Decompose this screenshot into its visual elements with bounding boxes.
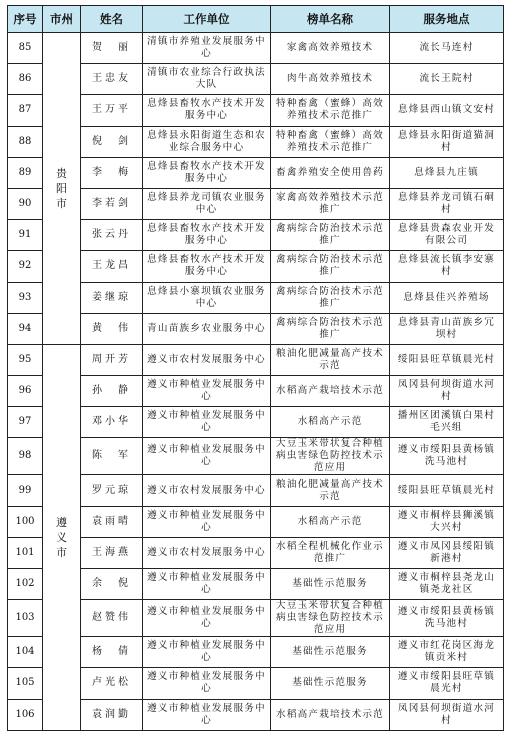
- header-list: 榜单名称: [271, 6, 390, 33]
- person-name: 王忠友: [81, 64, 143, 95]
- service-place: 息烽县养龙司镇石硐村: [390, 188, 504, 219]
- person-name: 姜继琼: [81, 282, 143, 313]
- row-number: 104: [8, 637, 43, 668]
- row-number: 94: [8, 313, 43, 344]
- work-unit: 清镇市农业综合行政执法大队: [143, 64, 271, 95]
- row-number: 89: [8, 157, 43, 188]
- work-unit: 遵义市种植业发展服务中心: [143, 699, 271, 730]
- row-number: 98: [8, 438, 43, 475]
- table-row: [8, 313, 504, 344]
- list-title: 禽病综合防治技术示范推广: [271, 251, 390, 282]
- work-unit: 息烽县畜牧水产技术开发服务中心: [143, 251, 271, 282]
- list-title: 粮油化肥减量高产技术示范: [271, 475, 390, 506]
- row-number: 96: [8, 376, 43, 407]
- work-unit: 遵义市种植业发展服务中心: [143, 376, 271, 407]
- person-name: 赵赞伟: [81, 600, 143, 637]
- service-place: 息烽县青山苗族乡冗坝村: [390, 313, 504, 344]
- row-number: 86: [8, 64, 43, 95]
- row-number: 102: [8, 569, 43, 600]
- table-row: [8, 600, 504, 637]
- work-unit: 遵义市种植业发展服务中心: [143, 600, 271, 637]
- list-title: 基础性示范服务: [271, 569, 390, 600]
- person-name: 倪 剑: [81, 126, 143, 157]
- work-unit: 息烽县畜牧水产技术开发服务中心: [143, 220, 271, 251]
- list-title: 禽病综合防治技术示范推广: [271, 220, 390, 251]
- row-number: 105: [8, 668, 43, 699]
- row-number: 85: [8, 33, 43, 64]
- list-title: 畜禽养殖安全使用兽药: [271, 157, 390, 188]
- service-place: 息烽县佳兴养殖场: [390, 282, 504, 313]
- work-unit: 遵义市种植业发展服务中心: [143, 637, 271, 668]
- person-name: 黄 伟: [81, 313, 143, 344]
- person-name: 余 倪: [81, 569, 143, 600]
- person-name: 贺 丽: [81, 33, 143, 64]
- list-title: 禽病综合防治技术示范推广: [271, 282, 390, 313]
- service-place: 流长马连村: [390, 33, 504, 64]
- work-unit: 遵义市农村发展服务中心: [143, 537, 271, 568]
- work-unit: 清镇市养殖业发展服务中心: [143, 33, 271, 64]
- table-row: [8, 95, 504, 126]
- header-unit: 工作单位: [143, 6, 271, 33]
- work-unit: 遵义市种植业发展服务中心: [143, 506, 271, 537]
- row-number: 88: [8, 126, 43, 157]
- table-row: [8, 282, 504, 313]
- table-row: [8, 537, 504, 568]
- work-unit: 遵义市种植业发展服务中心: [143, 569, 271, 600]
- list-title: 家禽高效养殖技术: [271, 33, 390, 64]
- row-number: 92: [8, 251, 43, 282]
- service-place: 息烽县九庄镇: [390, 157, 504, 188]
- list-title: 基础性示范服务: [271, 637, 390, 668]
- service-place: 遵义市红花岗区海龙镇贡米村: [390, 637, 504, 668]
- header-no: 序号: [8, 6, 43, 33]
- list-title: 禽病综合防治技术示范推广: [271, 313, 390, 344]
- person-name: 罗元琼: [81, 475, 143, 506]
- work-unit: 遵义市种植业发展服务中心: [143, 438, 271, 475]
- row-number: 95: [8, 344, 43, 375]
- table-row: [8, 475, 504, 506]
- person-name: 王龙昌: [81, 251, 143, 282]
- row-number: 100: [8, 506, 43, 537]
- work-unit: 息烽县永阳街道生态和农业综合服务中心: [143, 126, 271, 157]
- table-row: [8, 64, 504, 95]
- list-title: 肉牛高效养殖技术: [271, 64, 390, 95]
- table-row: [8, 33, 504, 64]
- table-row: [8, 438, 504, 475]
- list-title: 特种畜禽（蜜蜂）高效养殖技术示范推广: [271, 126, 390, 157]
- list-title: 水稻全程机械化作业示范推广: [271, 537, 390, 568]
- work-unit: 遵义市种植业发展服务中心: [143, 407, 271, 438]
- list-title: 粮油化肥减量高产技术示范: [271, 344, 390, 375]
- row-number: 103: [8, 600, 43, 637]
- person-name: 卢光松: [81, 668, 143, 699]
- city-name: 贵阳市: [56, 166, 67, 210]
- person-name: 李若剑: [81, 188, 143, 219]
- work-unit: 遵义市农村发展服务中心: [143, 344, 271, 375]
- work-unit: 息烽县畜牧水产技术开发服务中心: [143, 95, 271, 126]
- table-header: [8, 6, 504, 33]
- list-title: 水稻高产栽培技术示范: [271, 376, 390, 407]
- service-place: 遵义市绥阳县黄杨镇洗马池村: [390, 600, 504, 637]
- service-place: 遵义市凤冈县绥阳镇新港村: [390, 537, 504, 568]
- header-place: 服务地点: [390, 6, 504, 33]
- list-title: 水稻高产示范: [271, 407, 390, 438]
- person-name: 杨 倩: [81, 637, 143, 668]
- city-cell: [43, 344, 81, 730]
- person-name: 王万平: [81, 95, 143, 126]
- table-row: [8, 126, 504, 157]
- service-place: 绥阳县旺草镇晨光村: [390, 344, 504, 375]
- row-number: 101: [8, 537, 43, 568]
- person-name: 孙 静: [81, 376, 143, 407]
- row-number: 97: [8, 407, 43, 438]
- person-name: 袁雨晴: [81, 506, 143, 537]
- list-title: 大豆玉米带状复合种植病虫害绿色防控技术示范应用: [271, 438, 390, 475]
- service-place: 遵义市绥阳县旺草镇晨光村: [390, 668, 504, 699]
- work-unit: 遵义市农村发展服务中心: [143, 475, 271, 506]
- list-title: 大豆玉米带状复合种植病虫害绿色防控技术示范应用: [271, 600, 390, 637]
- person-name: 周开芳: [81, 344, 143, 375]
- table-body: [8, 33, 504, 731]
- table-row: [8, 637, 504, 668]
- list-title: 基础性示范服务: [271, 668, 390, 699]
- row-number: 90: [8, 188, 43, 219]
- city-cell: [43, 33, 81, 345]
- table-row: [8, 668, 504, 699]
- table-row: [8, 157, 504, 188]
- header-city: 市州: [43, 6, 81, 33]
- service-place: 遵义市桐梓县尧龙山镇尧龙社区: [390, 569, 504, 600]
- service-place: 息烽县贵森农业开发有限公司: [390, 220, 504, 251]
- person-name: 邓小华: [81, 407, 143, 438]
- work-unit: 遵义市种植业发展服务中心: [143, 668, 271, 699]
- list-title: 水稻高产栽培技术示范: [271, 699, 390, 730]
- person-name: 袁润勤: [81, 699, 143, 730]
- service-place: 播州区团溪镇白果村毛兴组: [390, 407, 504, 438]
- person-name: 陈 军: [81, 438, 143, 475]
- table-wrapper: [7, 5, 504, 731]
- table-row: [8, 407, 504, 438]
- table-row: [8, 506, 504, 537]
- service-place: 流长王院村: [390, 64, 504, 95]
- service-place: 息烽县西山镇文安村: [390, 95, 504, 126]
- service-place: 绥阳县旺草镇晨光村: [390, 475, 504, 506]
- service-place: 息烽县永阳街道猫洞村: [390, 126, 504, 157]
- list-title: 水稻高产示范: [271, 506, 390, 537]
- table-row: [8, 344, 504, 375]
- service-place: 凤冈县何坝街道水河村: [390, 376, 504, 407]
- person-name: 王海燕: [81, 537, 143, 568]
- work-unit: 息烽县畜牧水产技术开发服务中心: [143, 157, 271, 188]
- service-place: 凤冈县何坝街道水河村: [390, 699, 504, 730]
- row-number: 106: [8, 699, 43, 730]
- table-row: [8, 251, 504, 282]
- table-row: [8, 699, 504, 730]
- service-place: 息烽县流长镇李安寨村: [390, 251, 504, 282]
- person-name: 张云丹: [81, 220, 143, 251]
- row-number: 91: [8, 220, 43, 251]
- service-place: 遵义市绥阳县黄杨镇洗马池村: [390, 438, 504, 475]
- table-row: [8, 569, 504, 600]
- service-place: 遵义市桐梓县狮溪镇大兴村: [390, 506, 504, 537]
- table-row: [8, 376, 504, 407]
- header-row: [8, 6, 504, 33]
- table-row: [8, 220, 504, 251]
- work-unit: 青山苗族乡农业服务中心: [143, 313, 271, 344]
- city-name: 遵义市: [56, 515, 67, 559]
- work-unit: 息烽县养龙司镇农业服务中心: [143, 188, 271, 219]
- work-unit: 息烽县小寨坝镇农业服务中心: [143, 282, 271, 313]
- row-number: 87: [8, 95, 43, 126]
- row-number: 93: [8, 282, 43, 313]
- list-title: 家禽高效养殖技术示范推广: [271, 188, 390, 219]
- person-name: 李 梅: [81, 157, 143, 188]
- list-title: 特种畜禽（蜜蜂）高效养殖技术示范推广: [271, 95, 390, 126]
- header-name: 姓名: [81, 6, 143, 33]
- table-row: [8, 188, 504, 219]
- row-number: 99: [8, 475, 43, 506]
- expert-list-table: [7, 5, 504, 731]
